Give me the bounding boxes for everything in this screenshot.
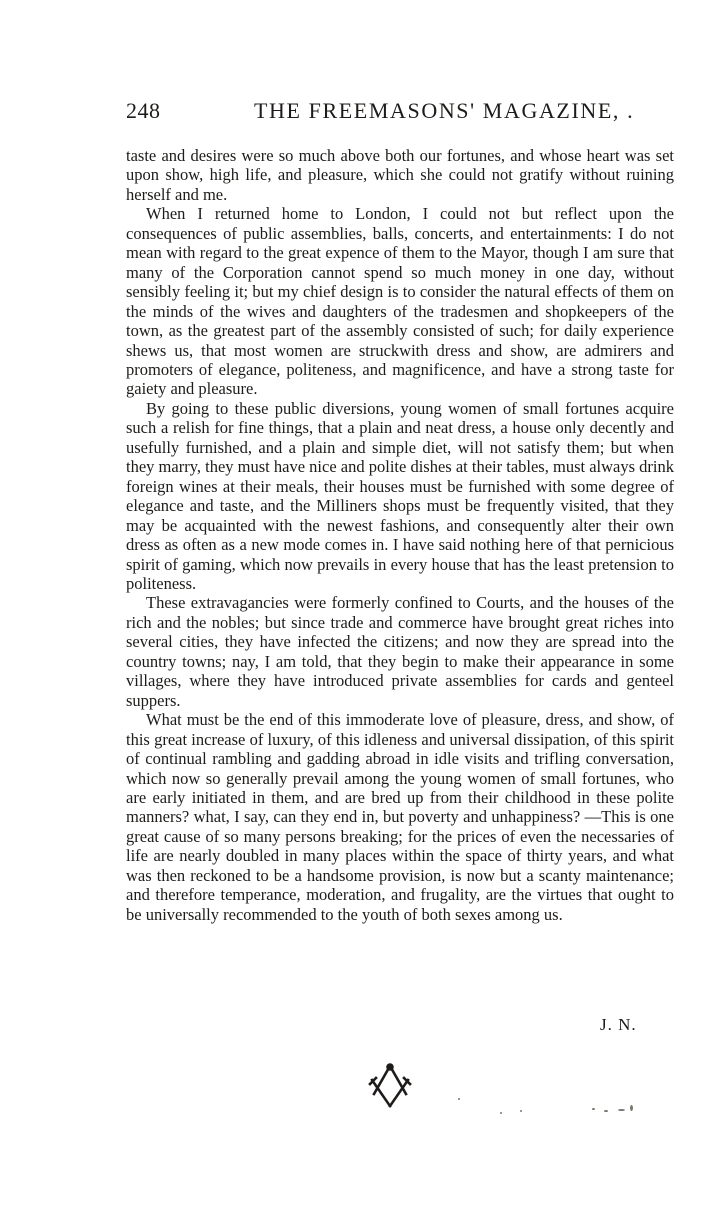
running-head-title: THE FREEMASONS' MAGAZINE, . — [254, 98, 635, 123]
article-body — [126, 146, 674, 924]
print-speck — [592, 1108, 595, 1110]
paragraph: By going to these public diversions, young women of small fortunes acquire such a relish for fine things, that a plain and neat dress, a house only decently and usefully furnished, and a plain and simple diet, will not satisfy them; but when they marry, they must have nice and polite dishes at their tables, must always drink foreign wines at their meals, their houses must be furnished with some degree of elegance and taste, and the Milliners shops must be frequently visited, that they may be acquainted with the newest fashions, and consequently alter their own dress as often as a new mode comes in. I have said nothing here of that pernicious spirit of gaming, which now prevails in every house that has the least pretension to politeness. — [126, 398, 674, 593]
paragraph: These extravagancies were formerly confined to Courts, and the houses of the rich and the nobles; but since trade and commerce have brought great riches into several cities, they have infected the citizens; and now they are spread into the country towns; nay, I am told, that they begin to make their appearance in some villages, where they have introduced private assemblies for cards and genteel suppers. — [126, 593, 674, 710]
print-speck — [458, 1098, 460, 1100]
paragraph: When I returned home to London, I could not but reflect upon the consequences of public assemblies, balls, concerts, and entertainments: I do not mean with regard to the great expence of them to the Mayor, though I am sure that many of the Corporation cannot spend so much money in one day, without sensibly feeling it; but my chief design is to consider the natural effects of them on the minds of the wives and daughters of the tradesmen and shopkeepers of the town, as the greatest part of the assembly consisted of such; for daily experience shews us, that most women are struckwith dress and show, are admirers and promoters of elegance, politeness, and magnificence, and have a strong taste for gaiety and pleasure. — [126, 204, 674, 399]
print-speck — [604, 1110, 608, 1112]
print-speck — [630, 1105, 633, 1111]
print-speck — [500, 1112, 502, 1114]
page-header — [126, 98, 636, 128]
print-speck — [520, 1110, 522, 1112]
author-signature: J. N. — [600, 1015, 637, 1034]
print-speck — [618, 1109, 625, 1111]
paragraph: taste and desires were so much above both our fortunes, and whose heart was set upon show, high life, and pleasure, which she could not gratify without ruining herself and me. — [126, 146, 674, 204]
page-number: 248 — [126, 98, 161, 123]
masonic-square-and-compasses-icon — [366, 1062, 414, 1110]
paragraph: What must be the end of this immoderate love of pleasure, dress, and show, of this great increase of luxury, of this idleness and universal dissipation, of this spirit of continual rambling and gadding abroad in idle visits and trifling conversation, which now so generally prevail among the young women of small fortunes, who are early initiated in them, and are bred up from their childhood in these polite manners? what, I say, can they end in, but poverty and unhappiness? —This is one great cause of so many persons breaking; for the prices of even the necessaries of life are nearly doubled in many places within the space of thirty years, and what was then reckoned to be a handsome provision, is now but a scanty maintenance; and therefore temperance, moderation, and frugality, are the virtues that ought to be universally recommended to the youth of both sexes among us. — [126, 710, 674, 924]
